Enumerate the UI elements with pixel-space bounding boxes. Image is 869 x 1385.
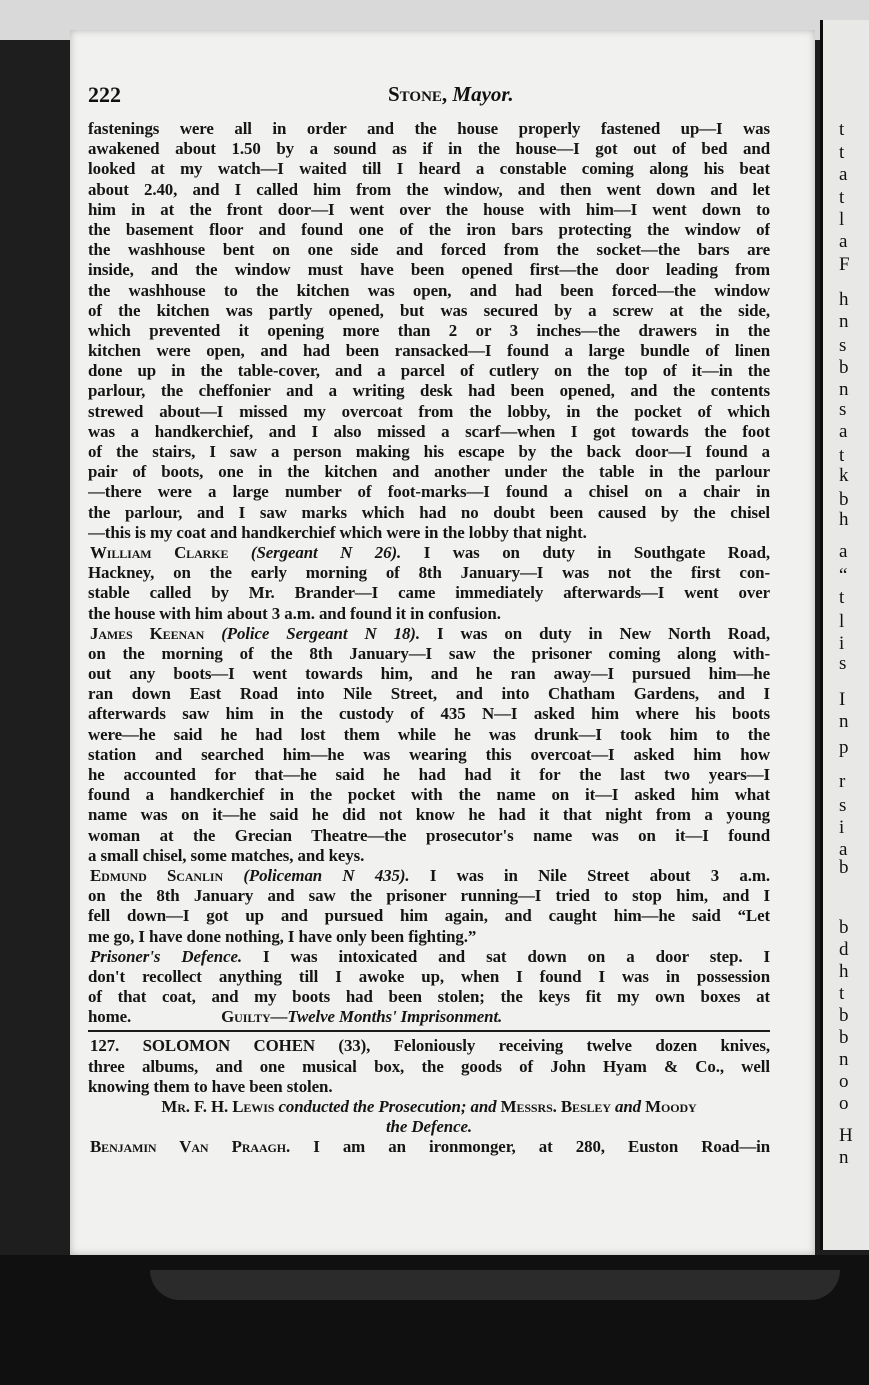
case-127: [88, 1036, 770, 1157]
counsel-line: [88, 1097, 770, 1117]
witness-role: (Policeman N 435).: [243, 865, 410, 885]
text-line: on the morning of the 8th January—I saw the prisoner coming along with-: [88, 643, 770, 663]
adjacent-page-fragment: t: [839, 119, 845, 140]
adjacent-page-fragment: F: [839, 254, 850, 275]
adjacent-page-fragment: b: [839, 917, 849, 938]
adjacent-page-fragment: s: [839, 795, 847, 816]
adjacent-page-fragment: l: [839, 209, 845, 230]
text-line: —this is my coat and handkerchief which were in the lobby that night.: [88, 522, 587, 542]
counsel-name: Mr. F. H. Lewis: [161, 1097, 275, 1116]
adjacent-page-fragment: i: [839, 817, 845, 838]
text-line: looked at my watch—I waited till I heard a constable coming along his beat: [88, 159, 770, 179]
witness-line: [88, 866, 770, 886]
adjacent-page-fragment: d: [839, 939, 849, 960]
running-head-title: Mayor.: [452, 82, 514, 106]
adjacent-page-fragment: t: [839, 445, 845, 466]
verdict: Guilty: [221, 1007, 271, 1027]
witness-role: (Sergeant N 26).: [250, 542, 402, 562]
witness-line: [88, 543, 770, 563]
adjacent-page-fragment: a: [839, 164, 848, 185]
witness-role: (Police Sergeant N 18).: [221, 623, 420, 643]
text-line: me go, I have done nothing, I have only been fighting.”: [88, 926, 477, 946]
text-line: out any boots—I went towards him, and he ran away—I pursued him—he: [88, 664, 770, 684]
text-line: were—he said he had lost them while he was drunk—I took him to the: [88, 724, 770, 744]
text-line: him in at the front door—I went over the house with him—I went down to: [88, 199, 770, 219]
text-line: a small chisel, some matches, and keys.: [88, 845, 365, 865]
adjacent-page-fragment: s: [839, 335, 847, 356]
testimony-scanlin: [88, 866, 770, 947]
witness-text: I was on duty in New North Road,: [436, 623, 770, 643]
text-line: the washhouse to the kitchen was open, and had been forced—the window: [88, 280, 770, 300]
adjacent-page-fragment: l: [839, 611, 845, 632]
text-line: woman at the Grecian Theatre—the prosecutor's name was on it—I found: [88, 825, 770, 845]
text-line: —there were a large number of foot-marks—I found a chisel on a chair in: [88, 482, 770, 502]
testimony-keenan: [88, 624, 770, 866]
witness-line: [88, 624, 770, 644]
adjacent-page-fragment: b: [839, 1027, 849, 1048]
text-line: knowing them to have been stolen.: [88, 1076, 333, 1096]
page-shadow: [150, 1270, 840, 1300]
adjacent-page-fragment: n: [839, 1049, 849, 1070]
text-line: done up in the table-cover, and a parcel of cutlery on the top of it—in the: [88, 361, 770, 381]
text-line: of the kitchen was partly opened, but was secured by a screw at the side,: [88, 300, 770, 320]
text-line: awakened about 1.50 by a sound as if in the house—I got out of bed and: [88, 139, 770, 159]
testimony-brander: [88, 119, 770, 543]
adjacent-page-fragment: n: [839, 1147, 849, 1168]
adjacent-page-edge: [820, 20, 869, 1250]
text-line: found a handkerchief in the pocket with the name on it—I asked him what: [88, 785, 770, 805]
witness-name: James Keenan: [90, 623, 205, 643]
adjacent-page-fragment: s: [839, 653, 847, 674]
text-line: ran down East Road into Nile Street, and into Chatham Gardens, and I: [88, 684, 770, 704]
adjacent-page-fragment: h: [839, 509, 849, 530]
text-line: was a handkerchief, and I also missed a scarf—when I got towards the foot: [88, 421, 770, 441]
adjacent-page-fragment: a: [839, 421, 848, 442]
text-line: pair of boots, one in the kitchen and another under the table in the parlour: [88, 462, 770, 482]
adjacent-page-fragment: t: [839, 983, 845, 1004]
page-number: 222: [88, 82, 121, 107]
adjacent-page-fragment: t: [839, 142, 845, 163]
adjacent-page-fragment: t: [839, 187, 845, 208]
testimony-clarke: [88, 543, 770, 624]
adjacent-page-fragment: t: [839, 587, 845, 608]
text-line: which prevented it opening more than 2 or 3 inches—the drawers in the: [88, 320, 770, 340]
running-head-name: Stone,: [388, 82, 448, 106]
text-line: parlour, the cheffonier and a writing desk had been opened, and the contents: [88, 381, 770, 401]
defence-text: I was intoxicated and sat down on a door step. I: [263, 946, 770, 966]
witness-name: Edmund Scanlin: [90, 865, 224, 885]
text-line: name was on it—he said he did not know he had it that night from a young: [88, 805, 770, 825]
adjacent-page-fragment: b: [839, 857, 849, 878]
adjacent-page-fragment: n: [839, 711, 849, 732]
adjacent-page-fragment: a: [839, 541, 848, 562]
prisoner-defence: [88, 947, 770, 1028]
running-head: [388, 82, 514, 107]
scan-background-bottom: [0, 1255, 869, 1385]
adjacent-page-fragment: n: [839, 311, 849, 332]
next-witness-line: [88, 1137, 770, 1157]
text-line: of the stairs, I saw a person making his escape by the back door—I found a: [88, 442, 770, 461]
counsel-text: and: [615, 1097, 642, 1116]
text-line: three albums, and one musical box, the goods of John Hyam & Co., well: [88, 1056, 770, 1076]
page-body: [88, 119, 770, 1158]
adjacent-page-fragment: “: [839, 565, 848, 586]
witness-text: I am an ironmonger, at 280, Euston Road—in: [313, 1137, 770, 1157]
text-line: the parlour, and I saw marks which had no doubt been caused by the chisel: [88, 502, 770, 522]
adjacent-page-fragment: b: [839, 489, 849, 510]
text-line: the washhouse bent on one side and forced from the socket—the bars are: [88, 240, 770, 260]
adjacent-page-fragment: a: [839, 839, 848, 860]
adjacent-page-fragment: p: [839, 737, 849, 758]
text-line: of that coat, and my boots had been stolen; the keys fit my own boxes at: [88, 987, 770, 1007]
case-heading: 127. SOLOMON COHEN (33), Feloniously receiving twelve dozen knives,: [90, 1036, 770, 1056]
counsel-tail: the Defence.: [385, 1117, 473, 1137]
adjacent-page-fragment: i: [839, 633, 845, 654]
witness-text: I was on duty in Southgate Road,: [423, 542, 770, 562]
sentence: —Twelve Months' Imprisonment.: [270, 1007, 503, 1027]
text-line: strewed about—I missed my overcoat from the lobby, in the pocket of which: [88, 401, 770, 421]
text-line: inside, and the window must have been opened first—the door leading from: [88, 260, 770, 280]
witness-text: I was in Nile Street about 3 a.m.: [429, 865, 770, 885]
text-line: don't recollect anything till I awoke up, when I found I was in possession: [88, 966, 770, 986]
verdict-line: [88, 1007, 770, 1027]
text-line: the house with him about 3 a.m. and found it in confusion.: [88, 603, 501, 623]
adjacent-page-fragment: h: [839, 289, 849, 310]
text-line: station and searched him—he was wearing this overcoat—I asked him how: [88, 744, 770, 764]
adjacent-page-fragment: k: [839, 465, 849, 486]
witness-name: William Clarke: [90, 542, 229, 562]
text-line: the basement floor and found one of the iron bars protecting the window of: [88, 219, 770, 239]
defence-line: [88, 947, 770, 967]
case-divider-rule: [88, 1030, 770, 1032]
text-fragment: home.: [88, 1007, 132, 1027]
adjacent-page-fragment: b: [839, 357, 849, 378]
defence-label: Prisoner's Defence.: [90, 946, 242, 966]
adjacent-page-fragment: r: [839, 771, 846, 792]
text-line: on the 8th January and saw the prisoner running—I tried to stop him, and I: [88, 886, 770, 906]
adjacent-page-fragment: b: [839, 1005, 849, 1026]
page-header: [88, 82, 688, 112]
adjacent-page-fragment: a: [839, 231, 848, 252]
text-line: fastenings were all in order and the house properly fastened up—I was: [88, 119, 770, 138]
text-line: kitchen were open, and had been ransacked—I found a large bundle of linen: [88, 341, 770, 361]
adjacent-page-fragment: h: [839, 961, 849, 982]
witness-name: Benjamin Van Praagh.: [90, 1137, 291, 1157]
text-line: about 2.40, and I called him from the window, and then went down and let: [88, 179, 770, 199]
counsel-name: Moody: [645, 1097, 697, 1116]
adjacent-page-fragment: H: [839, 1125, 853, 1146]
text-line: he accounted for that—he said he had had it for the last two years—I: [88, 765, 770, 784]
text-line: Hackney, on the early morning of 8th January—I was not the first con-: [88, 563, 770, 583]
adjacent-page-fragment: n: [839, 379, 849, 400]
adjacent-page-fragment: s: [839, 399, 847, 420]
counsel-name: Messrs. Besley: [500, 1097, 611, 1116]
text-line: fell down—I got up and pursued him again, and caught him—he said “Let: [88, 906, 770, 926]
text-line: afterwards saw him in the custody of 435 N—I asked him where his boots: [88, 704, 770, 724]
counsel-text: conducted the Prosecution; and: [278, 1097, 497, 1116]
adjacent-page-fragment: I: [839, 689, 846, 710]
text-line: stable called by Mr. Brander—I came immediately afterwards—I went over: [88, 583, 770, 603]
adjacent-page-fragment: o: [839, 1093, 849, 1114]
adjacent-page-fragment: o: [839, 1071, 849, 1092]
